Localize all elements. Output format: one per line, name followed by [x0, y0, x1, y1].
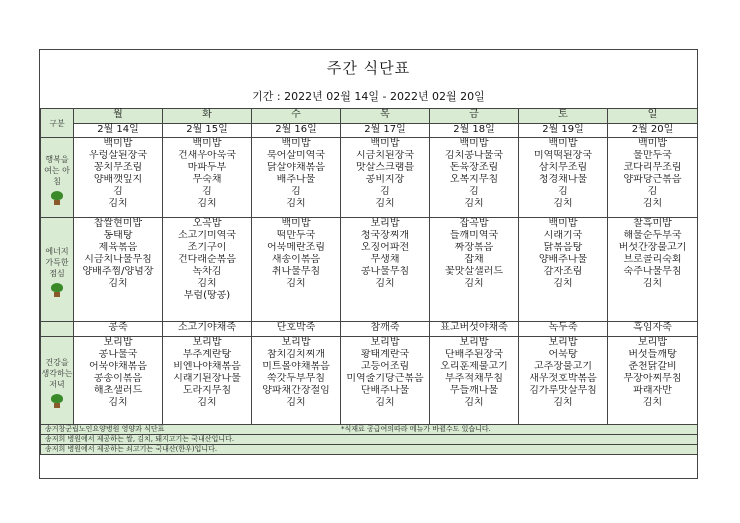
menu-item: 김치: [642, 397, 663, 408]
menu-item: 취나물무침: [271, 266, 321, 277]
menu-item: 보리밥: [370, 337, 400, 348]
menu-item: 북어살미역국: [267, 150, 325, 161]
menu-item: 배추나물: [276, 174, 316, 185]
menu-item: 닭볶음탕: [543, 242, 583, 253]
menu-item: 보리밥: [370, 218, 400, 229]
menu-item: 버섯들깨탕: [628, 349, 677, 360]
menu-item: 김치: [464, 278, 484, 289]
menu-item: 백미밥: [459, 138, 489, 149]
menu-item: 양배추찜/양념장: [82, 266, 154, 277]
menu-item: 백미밥: [638, 138, 667, 149]
menu-item: 김치: [108, 278, 128, 289]
menu-item: 백미밥: [192, 138, 222, 149]
menu-item: 양배추나물: [538, 254, 588, 265]
menu-item: 물만두국: [633, 150, 672, 161]
day-header: 월: [74, 109, 163, 124]
menu-cell: [519, 138, 608, 218]
menu-item: 김치: [286, 198, 306, 209]
menu-item: 김: [113, 186, 123, 197]
menu-item: 김치: [375, 278, 395, 289]
meal-row-breakfast: [41, 138, 698, 218]
menu-item: 김치: [108, 397, 128, 408]
porridge-cell: 단호박죽: [252, 322, 341, 337]
date-cell: 2월 18일: [430, 124, 519, 138]
menu-item: 백미밥: [103, 138, 133, 149]
menu-item: 참치김치찌개: [267, 349, 325, 360]
menu-cell: [252, 218, 341, 322]
menu-item: 백미밥: [548, 218, 578, 229]
footer-row-3: [41, 445, 698, 455]
menu-cell: [608, 218, 698, 322]
meal-label-text: 건강을 생각하는 저녁: [41, 357, 73, 389]
special-porridge-row: [41, 322, 698, 337]
day-header: 수: [252, 109, 341, 124]
menu-item: 버섯간장불고기: [618, 242, 687, 253]
menu-item: 제육볶음: [98, 242, 138, 253]
menu-cell: [163, 138, 252, 218]
menu-cell: [519, 218, 608, 322]
menu-item: 짜장볶음: [454, 242, 494, 253]
menu-item: 김치: [553, 278, 573, 289]
date-cell: 2월 20일: [608, 124, 698, 138]
menu-item: 김치: [464, 397, 484, 408]
menu-item: 조기구이: [187, 242, 227, 253]
menu-item: 백미밥: [548, 138, 578, 149]
menu-item: 김치: [375, 198, 395, 209]
menu-item: 콩비지장: [365, 174, 405, 185]
menu-item: 동태탕: [103, 230, 133, 241]
menu-item: 미역줄기당근볶음: [346, 373, 424, 384]
menu-item: 시금치된장국: [356, 150, 414, 161]
menu-cell: [430, 218, 519, 322]
meal-label-text: 행복을 여는 아침: [44, 154, 70, 186]
menu-cell: [252, 138, 341, 218]
date-cell: 2월 17일: [341, 124, 430, 138]
menu-item: 콩나물국: [98, 349, 138, 360]
menu-cell: [163, 337, 252, 425]
menu-item: 시래기된장나물: [173, 373, 241, 384]
menu-item: 삼치무조림: [538, 162, 588, 173]
menu-item: 무숙채: [192, 174, 222, 185]
menu-item: 김: [380, 186, 390, 197]
footer-note: 송저희 병원에서 제공하는 쇠고기는 국내산(한우)입니다.: [41, 445, 698, 455]
menu-item: 김치: [553, 198, 573, 209]
menu-table: [40, 108, 698, 455]
menu-cell: [608, 337, 698, 425]
menu-item: 단배추된장국: [445, 349, 503, 360]
menu-item: 김치: [197, 278, 217, 289]
meal-row-lunch: [41, 218, 698, 322]
plant-icon: [50, 394, 64, 408]
header-label: 구분: [41, 109, 74, 138]
menu-item: 미트볼야채볶음: [262, 361, 330, 372]
menu-item: 청경채나물: [538, 174, 588, 185]
day-header-row: [41, 109, 698, 124]
meal-label-breakfast: [41, 138, 74, 218]
menu-item: 김치: [375, 397, 395, 408]
menu-item: 김치: [286, 278, 306, 289]
porridge-cell: 참깨죽: [341, 322, 430, 337]
menu-item: 부추적채무침: [445, 373, 503, 384]
meal-label-text: 에너지 가득한 점심: [45, 246, 69, 278]
menu-cell: [341, 218, 430, 322]
menu-item: 김치: [642, 198, 663, 209]
menu-item: 부럼(땅콩): [183, 290, 231, 301]
menu-item: 김: [469, 186, 479, 197]
menu-item: 춘천닭갈비: [628, 361, 677, 372]
menu-item: 해물순두부국: [623, 230, 682, 241]
menu-item: 도라지무침: [182, 385, 232, 396]
day-header: 목: [341, 109, 430, 124]
menu-item: 양파채간장절임: [262, 385, 330, 396]
menu-item: 보리밥: [281, 337, 311, 348]
menu-item: 김: [647, 186, 658, 197]
date-cell: 2월 16일: [252, 124, 341, 138]
menu-item: 꽃맛살샐러드: [445, 266, 503, 277]
menu-cell: [519, 337, 608, 425]
meal-row-dinner: [41, 337, 698, 425]
menu-item: 찰흑미밥: [633, 218, 672, 229]
menu-item: 떡만두국: [276, 230, 316, 241]
menu-cell: [74, 218, 163, 322]
porridge-cell: 소고기야채죽: [163, 322, 252, 337]
menu-item: 단배추나물: [360, 385, 410, 396]
menu-item: 백미밥: [370, 138, 400, 149]
menu-item: 김치: [642, 278, 663, 289]
menu-item: 김: [291, 186, 301, 197]
menu-item: 파래자반: [633, 385, 672, 396]
menu-item: 김: [202, 186, 212, 197]
plant-icon: [50, 283, 64, 297]
menu-item: 감자조림: [543, 266, 583, 277]
date-cell: 2월 14일: [74, 124, 163, 138]
menu-item: 시금치나물무침: [84, 254, 152, 265]
menu-item: 김치: [197, 397, 217, 408]
page-title: 주간 식단표: [326, 59, 411, 77]
day-header: 일: [608, 109, 698, 124]
menu-item: 우렁살된장국: [89, 150, 147, 161]
menu-item: 보리밥: [548, 337, 578, 348]
menu-item: 김치: [197, 198, 217, 209]
menu-item: 무장아찌무침: [623, 373, 682, 384]
day-header: 토: [519, 109, 608, 124]
menu-item: 들깨미역국: [449, 230, 499, 241]
menu-item: 쑥갓두부무침: [267, 373, 325, 384]
menu-item: 오징어파전: [360, 242, 410, 253]
menu-item: 김: [558, 186, 568, 197]
menu-item: 녹차김: [192, 266, 222, 277]
menu-item: 보리밥: [192, 337, 222, 348]
menu-item: 고추장불고기: [534, 361, 592, 372]
menu-cell: [608, 138, 698, 218]
menu-item: 무생채: [370, 254, 400, 265]
footer-row-1: [41, 425, 698, 435]
menu-item: 고등어조림: [360, 361, 410, 372]
day-header: 화: [163, 109, 252, 124]
menu-item: 꽁치무조림: [93, 162, 143, 173]
menu-item: 오리훈제불고기: [440, 361, 508, 372]
menu-cell: [341, 337, 430, 425]
menu-item: 찹쌀현미밥: [93, 218, 143, 229]
footer-note-right: *식재료 공급여의따라 메뉴가 바뀔수도 있습니다.: [341, 425, 491, 433]
menu-cell: [74, 337, 163, 425]
menu-item: 부추계란탕: [182, 349, 232, 360]
menu-item: 어묵탕: [548, 349, 578, 360]
menu-cell: [163, 218, 252, 322]
menu-item: 숙주나물무침: [623, 266, 682, 277]
menu-item: 김치: [553, 397, 573, 408]
menu-item: 돈육장조림: [449, 162, 499, 173]
porridge-cell: 콩죽: [74, 322, 163, 337]
menu-item: 건새우아욱국: [178, 150, 236, 161]
meal-label-lunch: [41, 218, 74, 322]
menu-item: 김치: [464, 198, 484, 209]
menu-item: 백미밥: [281, 138, 311, 149]
menu-item: 양배깻잎지: [93, 174, 143, 185]
menu-item: 양파당근볶음: [623, 174, 682, 185]
footer-note-left: 송거창군립노인요양병원 영양과 식단표: [45, 425, 165, 433]
menu-item: 해초샐러드: [93, 385, 143, 396]
menu-item: 황태계란국: [360, 349, 410, 360]
menu-cell: [252, 337, 341, 425]
menu-item: 오복지무침: [449, 174, 499, 185]
menu-item: 보리밥: [638, 337, 667, 348]
footer-row-2: [41, 435, 698, 445]
menu-item: 코다리무조림: [623, 162, 682, 173]
menu-item: 김치콩나물국: [445, 150, 503, 161]
meal-label-dinner: [41, 337, 74, 425]
menu-item: 김치: [108, 198, 128, 209]
date-cell: 2월 19일: [519, 124, 608, 138]
menu-item: 김치: [286, 397, 306, 408]
menu-item: 보리밥: [459, 337, 489, 348]
menu-item: 마파두부: [187, 162, 227, 173]
menu-item: 미역떡된장국: [534, 150, 592, 161]
menu-item: 시래기국: [543, 230, 583, 241]
menu-item: 청국장찌개: [360, 230, 410, 241]
plant-icon: [50, 191, 64, 205]
menu-item: 소고기미역국: [178, 230, 236, 241]
menu-item: 건다래순볶음: [178, 254, 236, 265]
special-label: [41, 322, 74, 337]
menu-cell: [430, 138, 519, 218]
footer-note: 송저희 병원에서 제공하는 쌀, 김치, 돼지고기는 국내산입니다.: [41, 435, 698, 445]
menu-item: 콩송이볶음: [93, 373, 143, 384]
menu-item: 김가루맛살무침: [529, 385, 597, 396]
menu-item: 백미밥: [281, 218, 311, 229]
menu-item: 닭살야채볶음: [267, 162, 325, 173]
menu-cell: [74, 138, 163, 218]
menu-item: 콩나물무침: [360, 266, 410, 277]
period-text: 기간 : 2022년 02월 14일 - 2022년 02월 20일: [252, 90, 485, 103]
menu-item: 오곡밥: [192, 218, 222, 229]
menu-item: 잡채: [464, 254, 484, 265]
menu-item: 브로콜리숙회: [623, 254, 682, 265]
porridge-cell: 녹두죽: [519, 322, 608, 337]
date-row: [41, 124, 698, 138]
porridge-cell: 흑임자죽: [608, 322, 698, 337]
menu-item: 맛살스크램블: [356, 162, 414, 173]
menu-cell: [341, 138, 430, 218]
menu-item: 어묵야채볶음: [89, 361, 147, 372]
day-header: 금: [430, 109, 519, 124]
menu-item: 무들깨나물: [449, 385, 499, 396]
menu-item: 새송이볶음: [271, 254, 321, 265]
menu-cell: [430, 337, 519, 425]
menu-item: 어묵메란조림: [267, 242, 325, 253]
porridge-cell: 표고버섯야채죽: [430, 322, 519, 337]
menu-item: 잡곡밥: [459, 218, 489, 229]
menu-item: 보리밥: [103, 337, 133, 348]
menu-item: 새우젓호박볶음: [529, 373, 597, 384]
date-cell: 2월 15일: [163, 124, 252, 138]
menu-item: 비엔나야채볶음: [173, 361, 241, 372]
menu-sheet: [39, 49, 698, 479]
